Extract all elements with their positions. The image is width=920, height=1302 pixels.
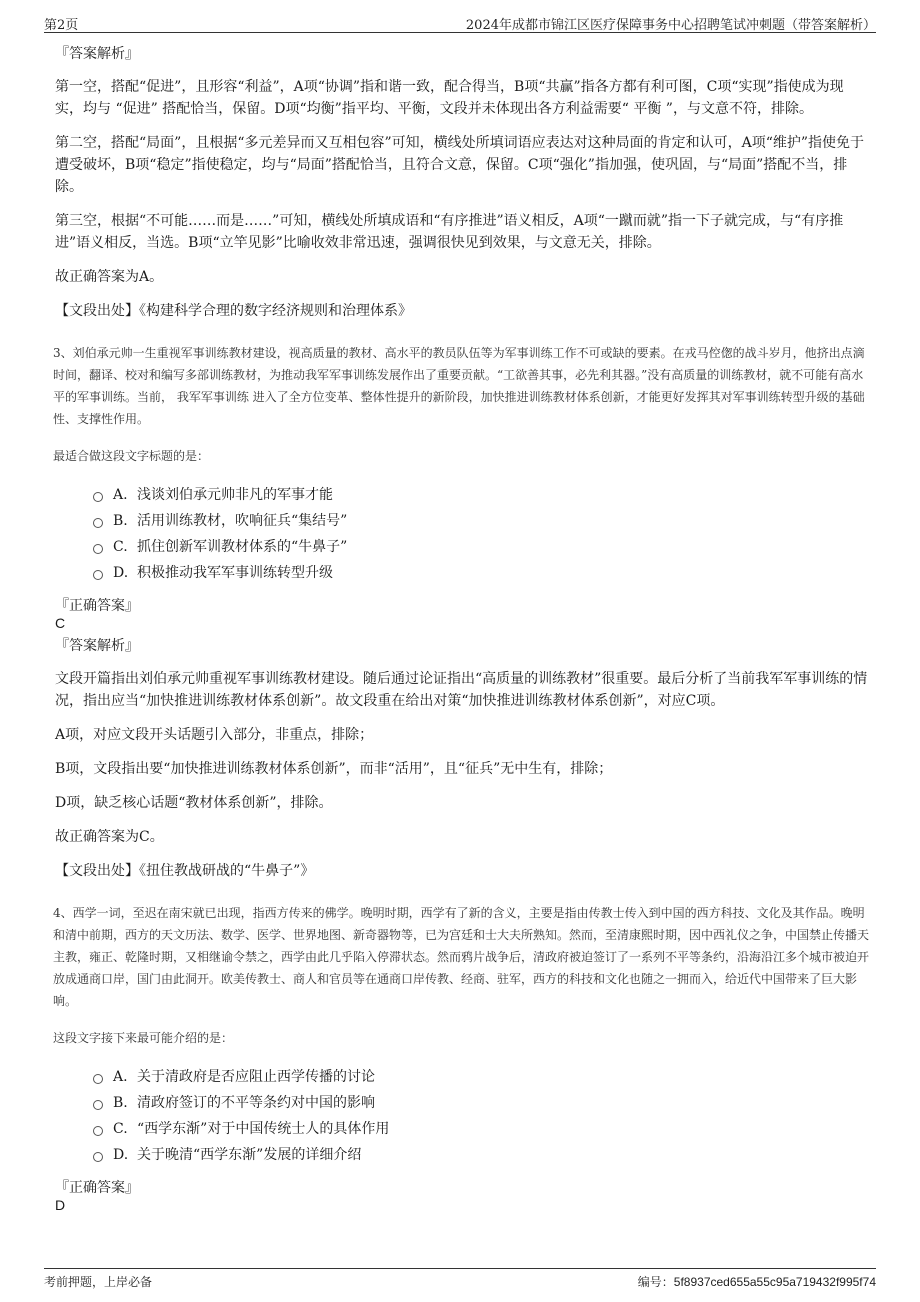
radio-icon[interactable] [93, 518, 103, 528]
option-text: 抓住创新军训教材体系的“牛鼻子” [137, 539, 348, 555]
q4-answer: D [55, 1197, 66, 1213]
page-content [55, 44, 870, 1218]
footer-slogan: 考前押题，上岸必备 [44, 1275, 153, 1289]
q3-answer: C [55, 615, 66, 631]
option-text: 关于清政府是否应阻止西学传播的讨论 [137, 1069, 375, 1085]
footer-code-label: 编号： [637, 1275, 674, 1289]
radio-icon[interactable] [93, 1152, 103, 1162]
q4-text: 4、西学一词，至迟在南宋就已出现，指西方传来的佛学。晚明时期，西学有了新的含义，主要是指由传教士传入到中国的西方科技、文化及其作品。晚明和清中前期，西方的天文历法、数学、医学、世界地图、新奇器物等，已为宫廷和士大夫所熟知。然而，至清康熙时期，因中西礼仪之争，中国禁止传播天主教，雍正、乾隆时期，又相继谕令禁之，西学由此几乎陷入停滞状态。然而鸦片战争后，清政府被迫签订了一系列不平等条约，沿海沿江多个城市被迫开放成通商口岸，国门由此洞开。欧美传教士、商人和官员等在通商口岸传教、经商、驻军，西方的科技和文化也随之一拥而入，给近代中国带来了巨大影响。 [53, 906, 870, 1008]
q3-analysis-paragraph: B项，文段指出要“加快推进训练教材体系创新”，而非“活用”，且“征兵”无中生有，排除； [55, 761, 613, 777]
q3-source: 【文段出处】《扭住教战研战的“牛鼻子”》 [55, 863, 315, 879]
radio-icon[interactable] [93, 544, 103, 554]
radio-icon[interactable] [93, 492, 103, 502]
q4-option-d[interactable] [93, 1142, 870, 1168]
q4-option-a[interactable] [93, 1064, 870, 1090]
page-footer [44, 1268, 876, 1289]
option-text: 关于晚清“西学东渐”发展的详细介绍 [137, 1147, 362, 1163]
q3-option-a[interactable] [93, 482, 870, 508]
option-letter: B. [113, 1095, 128, 1111]
q4-options [93, 1064, 870, 1168]
footer-code-value: 5f8937ced655a55c95a719432f995f74 [673, 1275, 876, 1289]
document-title: 2024年成都市锦江区医疗保障事务中心招聘笔试冲刺题（带答案解析） [465, 18, 876, 33]
q3-option-b[interactable] [93, 508, 870, 534]
q3-text: 3、刘伯承元帅一生重视军事训练教材建设，视高质量的教材、高水平的教员队伍等为军事训练工作不可或缺的要素。在戎马倥偬的战斗岁月，他挤出点滴时间，翻译、校对和编写多部训练教材，为推动我军军事训练发展作出了重要贡献。“工欲善其事，必先利其器。”没有高质量的训练教材，就不可能有高水平的军事训练。当前， 我军军事训练 进入了全方位变革、整体性提升的新阶段，加快推进训练教材体系创新，才能更好发挥其对军事训练转型升级的基础性、支撑性作用。 [53, 346, 865, 426]
q4-option-b[interactable] [93, 1090, 870, 1116]
q4-option-c[interactable] [93, 1116, 870, 1142]
option-letter: D. [113, 565, 129, 581]
page-header [44, 12, 876, 33]
q3-option-d[interactable] [93, 560, 870, 586]
q3-analysis-paragraph: A项，对应文段开头话题引入部分，非重点，排除； [55, 727, 374, 743]
option-text: 清政府签订的不平等条约对中国的影响 [137, 1095, 375, 1111]
option-letter: A. [113, 1069, 128, 1085]
q4-prompt: 这段文字接下来最可能介绍的是： [53, 1031, 234, 1045]
q2-analysis-paragraph: 第三空，根据“不可能……而是……”可知，横线处所填成语和“有序推进”语义相反，A项“一蹴而就”指一下子就完成，与“有序推进”语义相反，当选。B项“立竿见影”比喻收效非常迅速，强调很快见到效果，与文意无关，排除。 [55, 213, 844, 251]
option-text: “西学东渐”对于中国传统士人的具体作用 [137, 1121, 390, 1137]
q3-options [93, 482, 870, 586]
q3-analysis-label: 『答案解析』 [55, 638, 139, 654]
q3-prompt: 最适合做这段文字标题的是： [53, 449, 210, 463]
q3-conclusion: 故正确答案为C。 [55, 829, 164, 845]
q2-analysis-paragraph: 第一空，搭配“促进”，且形容“利益”，A项“协调”指和谐一致，配合得当，B项“共赢”指各方都有利可图，C项“实现”指使成为现实，均与 “促进” 搭配恰当，保留。D项“均衡”指平均、平衡，文段并未体现出各方利益需要“ 平衡 ”，与文意不符，排除。 [55, 79, 844, 117]
option-letter: B. [113, 513, 128, 529]
option-letter: A. [113, 487, 128, 503]
q2-source: 【文段出处】《构建科学合理的数字经济规则和治理体系》 [55, 303, 412, 319]
option-letter: D. [113, 1147, 129, 1163]
radio-icon[interactable] [93, 1126, 103, 1136]
q3-analysis-paragraph: D项，缺乏核心话题“教材体系创新”，排除。 [55, 795, 333, 811]
q3-answer-label: 『正确答案』 [55, 598, 139, 614]
q3-option-c[interactable] [93, 534, 870, 560]
option-text: 活用训练教材，吹响征兵“集结号” [137, 513, 348, 529]
option-letter: C. [113, 539, 128, 555]
option-text: 浅谈刘伯承元帅非凡的军事才能 [137, 487, 333, 503]
radio-icon[interactable] [93, 1100, 103, 1110]
page-number: 第2页 [44, 18, 79, 33]
q2-analysis-paragraph: 第二空，搭配“局面”，且根据“多元差异而又互相包容”可知，横线处所填词语应表达对这种局面的肯定和认可，A项“维护”指使免于遭受破坏，B项“稳定”指使稳定，均与“局面”搭配恰当，且符合文意，保留。C项“强化”指加强，使巩固，与“局面”搭配不当，排除。 [55, 135, 865, 195]
q4-answer-label: 『正确答案』 [55, 1180, 139, 1196]
q3-analysis-paragraph: 文段开篇指出刘伯承元帅重视军事训练教材建设。随后通过论证指出“高质量的训练教材”很重要。最后分析了当前我军军事训练的情况，指出应当“加快推进训练教材体系创新”。故文段重在给出对策“加快推进训练教材体系创新”，对应C项。 [55, 671, 868, 709]
radio-icon[interactable] [93, 1074, 103, 1084]
option-text: 积极推动我军军事训练转型升级 [137, 565, 333, 581]
footer-code [638, 1273, 876, 1290]
q2-conclusion: 故正确答案为A。 [55, 269, 164, 285]
option-letter: C. [113, 1121, 128, 1137]
radio-icon[interactable] [93, 570, 103, 580]
q2-analysis-label: 『答案解析』 [55, 46, 139, 62]
